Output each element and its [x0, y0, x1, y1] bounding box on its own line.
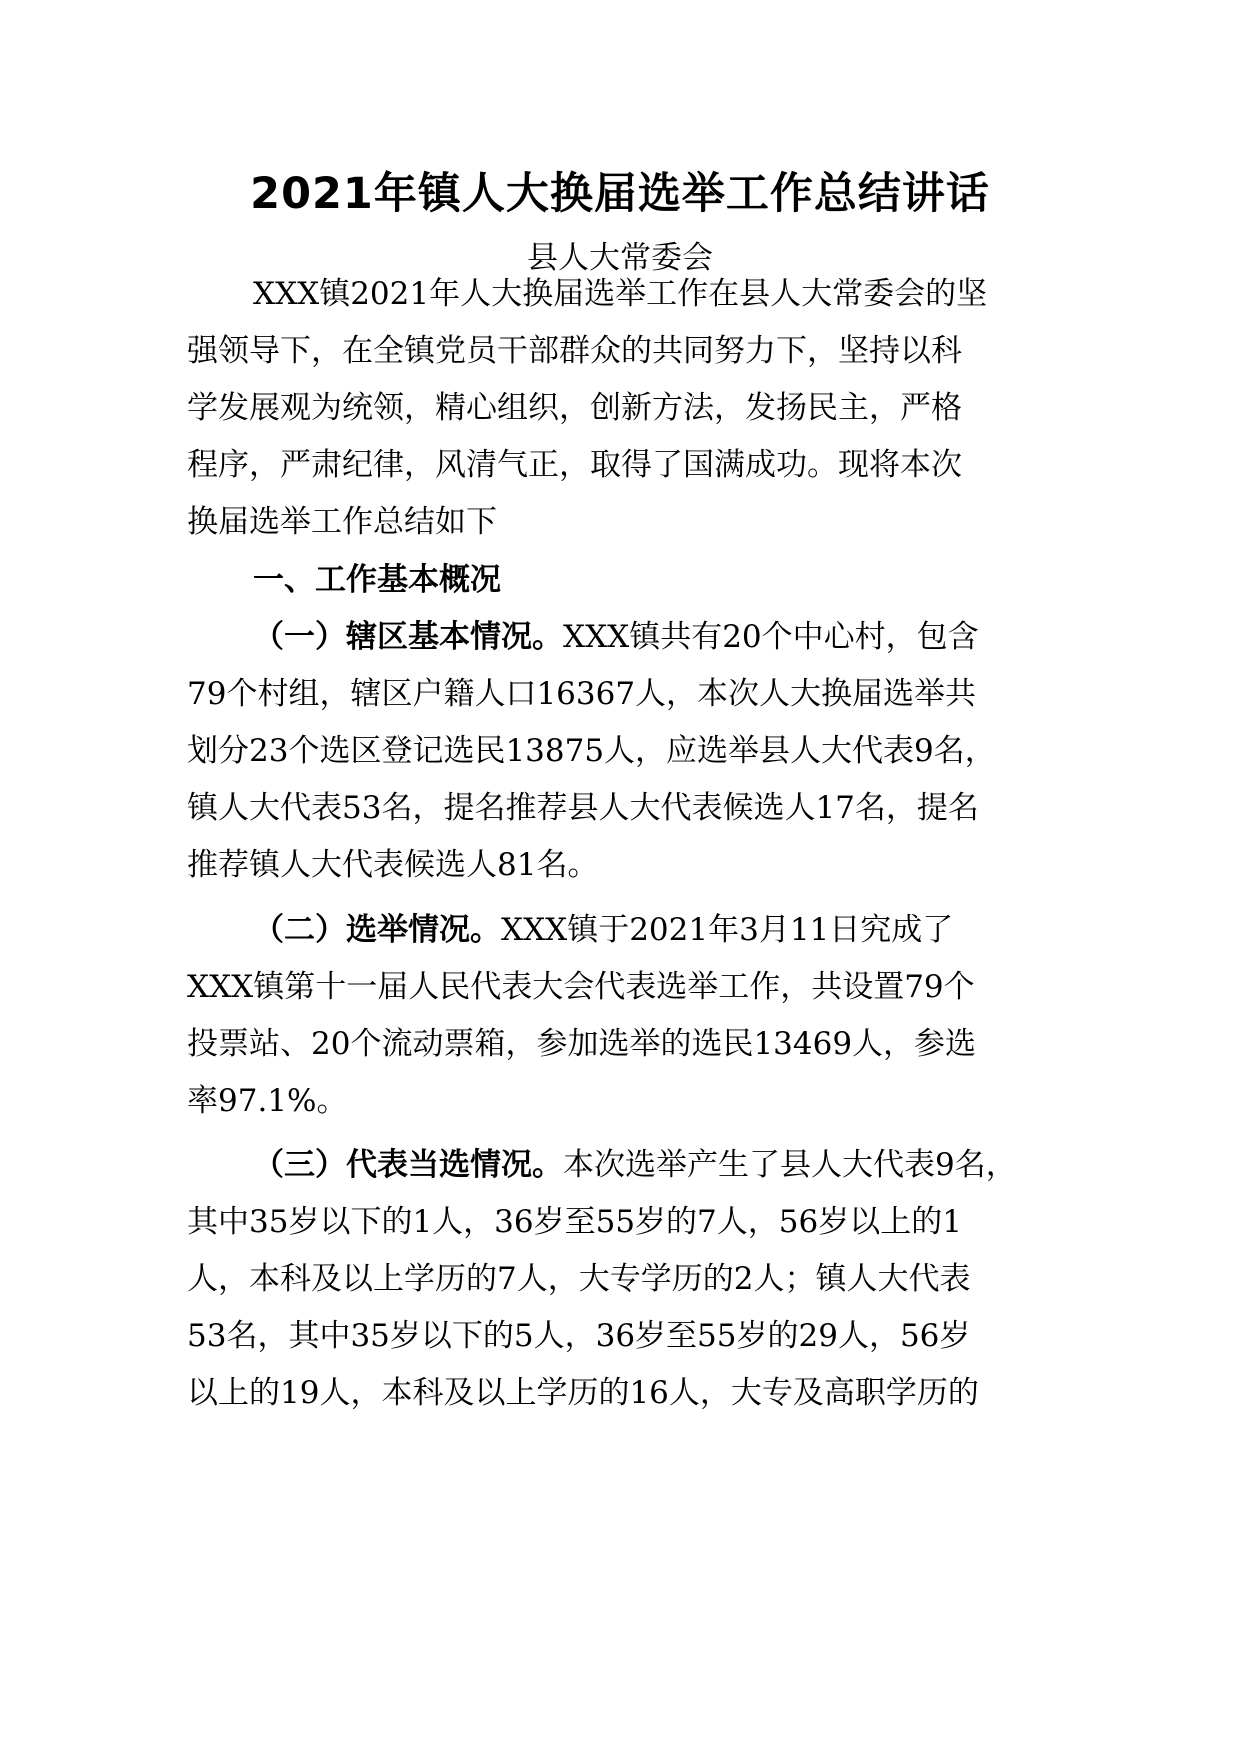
subsection-3-first-line	[253, 1141, 1017, 1189]
subsection-1-first-line	[253, 613, 979, 661]
document-title: 2021年镇人大换届选举工作总结讲话	[250, 169, 990, 219]
subsection-2-line: 率97.1%。	[187, 1083, 348, 1119]
subsection-2-first-line	[253, 906, 953, 954]
subsection-3-line: 以上的19人，本科及以上学历的16人，大专及高职学历的	[187, 1375, 979, 1411]
subsection-2-heading: （二）选举情况。	[253, 912, 501, 948]
subsection-2-line: XXX镇第十一届人民代表大会代表选举工作，共设置79个	[187, 969, 975, 1005]
subsection-1-heading: （一）辖区基本情况。	[253, 619, 563, 655]
subsection-3-text: 本次选举产生了县人大代表9名，	[563, 1147, 1017, 1183]
subsection-3-line: 53名，其中35岁以下的5人，36岁至55岁的29人，56岁	[187, 1318, 971, 1354]
subsection-3-line: 其中35岁以下的1人，36岁至55岁的7人，56岁以上的1	[187, 1204, 962, 1240]
subsection-3-line: 人，本科及以上学历的7人，大专学历的2人；镇人大代表	[187, 1261, 971, 1297]
intro-line: 学发展观为统领，精心组织，创新方法，发扬民主，严格	[187, 390, 962, 426]
subsection-1-line: 镇人大代表53名，提名推荐县人大代表候选人17名，提名	[187, 790, 979, 826]
intro-line: XXX镇2021年人大换届选举工作在县人大常委会的坚	[253, 276, 988, 312]
intro-line: 换届选举工作总结如下	[187, 504, 497, 540]
intro-line: 强领导下，在全镇党员干部群众的共同努力下，坚持以科	[187, 333, 962, 369]
subsection-2-line: 投票站、20个流动票箱，参加选举的选民13469人，参选	[187, 1026, 977, 1062]
intro-line: 程序，严肃纪律，风清气正，取得了国满成功。现将本次	[187, 447, 962, 483]
subsection-3-heading: （三）代表当选情况。	[253, 1147, 563, 1183]
subsection-1-line: 划分23个选区登记选民13875人，应选举县人大代表9名，	[187, 733, 996, 769]
subsection-1-text: XXX镇共有20个中心村，包含	[563, 619, 979, 655]
subsection-2-text: XXX镇于2021年3月11日究成了	[501, 912, 954, 948]
document-author: 县人大常委会	[527, 240, 713, 276]
subsection-1-line: 推荐镇人大代表候选人81名。	[187, 847, 599, 883]
subsection-1-line: 79个村组，辖区户籍人口16367人，本次人大换届选举共	[187, 676, 977, 712]
section-heading: 一、工作基本概况	[253, 562, 501, 598]
